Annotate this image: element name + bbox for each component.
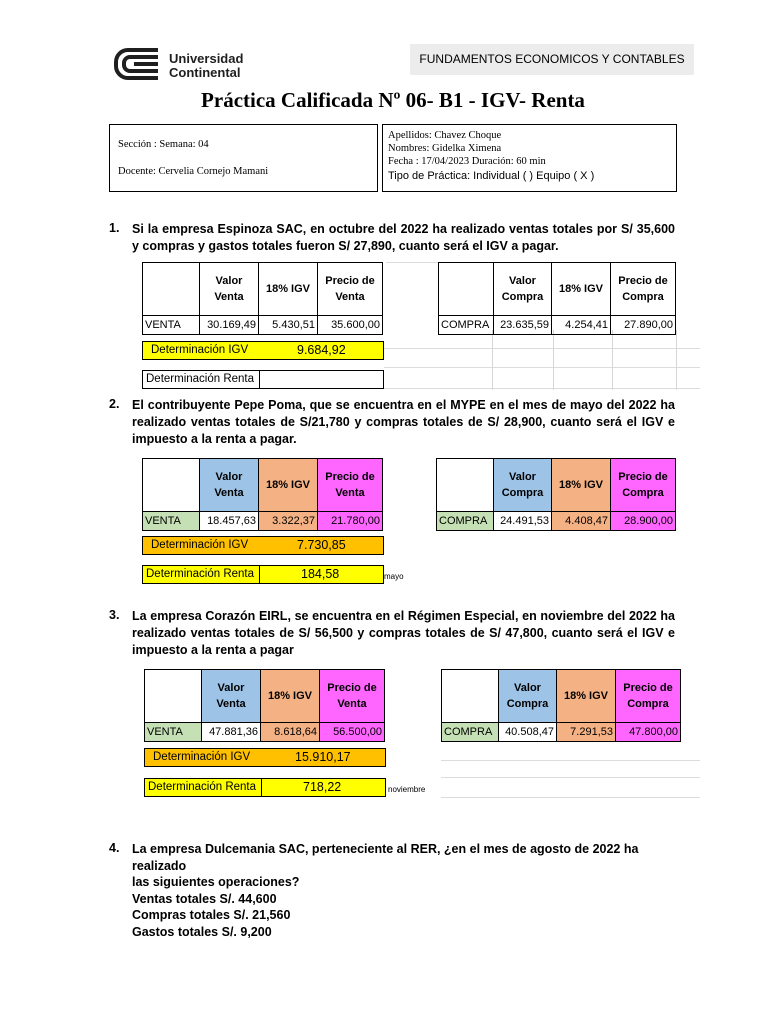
q2-purchase-h1: Valor Compra <box>494 459 552 512</box>
q2-renta-label: Determinación Renta <box>146 568 255 580</box>
university-logo <box>114 46 162 82</box>
q1-purchase-v1: 23.635,59 <box>494 316 552 335</box>
q1-sales-table <box>142 262 383 335</box>
q3-purchase-label: COMPRA <box>442 723 499 742</box>
q2-text: El contribuyente Pepe Poma, que se encuentra en el MYPE en el mes de mayo del 2022 ha realizado ventas totales de S/21,780 y compras totales de S/ 28,900, cuanto será el IGV e impuesto a la renta a pagar. <box>132 398 675 446</box>
q3-igv-value: 15.910,17 <box>295 750 351 764</box>
q1-purchase-h2: 18% IGV <box>552 263 611 316</box>
q2-sales-label: VENTA <box>143 512 200 531</box>
q3-igv-label: Determinación IGV <box>153 751 251 763</box>
q2-renta-value: 184,58 <box>301 567 340 581</box>
q1-sales-v1: 30.169,49 <box>200 316 259 335</box>
q3-renta-value: 718,22 <box>303 780 342 794</box>
university-name <box>169 52 243 80</box>
q4-line5: Gastos totales S/. 9,200 <box>132 924 272 939</box>
q1-sales-corner <box>143 263 200 316</box>
q2-sales-h1: Valor Venta <box>200 459 259 512</box>
q2-sales-corner <box>143 459 200 512</box>
q4-block <box>132 841 692 940</box>
q3-renta-label: Determinación Renta <box>148 781 257 793</box>
q3-purchase-table <box>441 669 681 742</box>
q1-purchase-label: COMPRA <box>439 316 494 335</box>
q1-sales-v3: 35.600,00 <box>318 316 383 335</box>
q3-sales-label: VENTA <box>145 723 202 742</box>
q1-igv-row <box>142 341 384 360</box>
q1-igv-value: 9.684,92 <box>297 343 346 357</box>
q1-purchase-v2: 4.254,41 <box>552 316 611 335</box>
q2-purchase-table <box>436 458 676 531</box>
q1-sales-h2: 18% IGV <box>259 263 318 316</box>
q2-sales-h2: 18% IGV <box>259 459 318 512</box>
q4-line3: Ventas totales S/. 44,600 <box>132 891 277 906</box>
q3-sales-h1: Valor Venta <box>202 670 261 723</box>
q1-purchase-h1: Valor Compra <box>494 263 552 316</box>
practice-type-text: Tipo de Práctica: Individual ( ) Equipo ( X ) <box>388 170 595 182</box>
q3-sales-v3: 56.500,00 <box>320 723 385 742</box>
q3-sales-h2: 18% IGV <box>261 670 320 723</box>
q3-sales-table <box>144 669 385 742</box>
q1-sales-h3: Precio de Venta <box>318 263 383 316</box>
q2-number: 2. <box>109 397 120 411</box>
q2-sales-h3: Precio de Venta <box>318 459 383 512</box>
q2-igv-value: 7.730,85 <box>297 538 346 552</box>
q3-purchase-h3: Precio de Compra <box>616 670 681 723</box>
q1-purchase-table <box>438 262 676 335</box>
page-title: Práctica Calificada Nº 06- B1 - IGV- Renta <box>201 88 585 112</box>
q2-sales-v2: 3.322,37 <box>259 512 318 531</box>
q3-purchase-h1: Valor Compra <box>499 670 557 723</box>
q2-purchase-v3: 28.900,00 <box>611 512 676 531</box>
q2-purchase-v2: 4.408,47 <box>552 512 611 531</box>
q3-sales-v1: 47.881,36 <box>202 723 261 742</box>
q2-purchase-label: COMPRA <box>437 512 494 531</box>
q4-number: 4. <box>109 841 120 855</box>
section-text: Sección : Semana: 04 <box>118 139 209 150</box>
q3-purchase-v2: 7.291,53 <box>557 723 616 742</box>
teacher-text: Docente: Cervelia Cornejo Mamani <box>118 166 269 177</box>
q2-purchase-h3: Precio de Compra <box>611 459 676 512</box>
q3-sales-h3: Precio de Venta <box>320 670 385 723</box>
q1-text: Si la empresa Espinoza SAC, en octubre del 2022 ha realizado ventas totales por S/ 35,600 y compras y gastos totales fueron S/ 27,890, cuanto será el IGV a pagar. <box>132 222 675 253</box>
q2-sales-v1: 18.457,63 <box>200 512 259 531</box>
q3-text: La empresa Corazón EIRL, se encuentra en el Régimen Especial, en noviembre del 2022 ha realizado ventas totales de S/ 56,500 y compras totales de S/ 47,800, cuanto será el IGV e impuesto a la renta a pagar <box>132 609 675 657</box>
q4-line2: las siguientes operaciones? <box>132 875 300 889</box>
q3-renta-row <box>144 778 386 797</box>
q1-number: 1. <box>109 221 120 235</box>
q3-igv-row <box>144 748 386 767</box>
info-right-box <box>382 124 677 192</box>
q2-sales-v3: 21.780,00 <box>318 512 383 531</box>
q2-purchase-corner <box>437 459 494 512</box>
q1-renta-label: Determinación Renta <box>146 373 255 385</box>
q1-sales-h1: Valor Venta <box>200 263 259 316</box>
q2-purchase-v1: 24.491,53 <box>494 512 552 531</box>
q2-renta-row <box>142 565 384 584</box>
q4-line1: La empresa Dulcemania SAC, perteneciente al RER, ¿en el mes de agosto de 2022 ha realizado <box>132 842 639 873</box>
q2-sales-table <box>142 458 383 531</box>
q3-purchase-corner <box>442 670 499 723</box>
date-text: Fecha : 17/04/2023 Duración: 60 min <box>388 156 546 167</box>
q1-igv-label: Determinación IGV <box>151 344 249 356</box>
q3-purchase-v1: 40.508,47 <box>499 723 557 742</box>
q3-purchase-h2: 18% IGV <box>557 670 616 723</box>
names-text: Nombres: Gidelka Ximena <box>388 143 502 154</box>
course-title: FUNDAMENTOS ECONOMICOS Y CONTABLES <box>410 44 694 75</box>
q1-purchase-corner <box>439 263 494 316</box>
info-left-box <box>109 124 378 192</box>
q1-purchase-v3: 27.890,00 <box>611 316 676 335</box>
q2-igv-label: Determinación IGV <box>151 539 249 551</box>
q1-renta-row <box>142 370 384 389</box>
q3-sales-corner <box>145 670 202 723</box>
university-line1: Universidad <box>169 51 244 66</box>
university-line2: Continental <box>169 65 241 80</box>
q3-month-note: noviembre <box>388 785 426 794</box>
q1-sales-v2: 5.430,51 <box>259 316 318 335</box>
surnames-text: Apellidos: Chavez Choque <box>388 130 502 141</box>
q2-purchase-h2: 18% IGV <box>552 459 611 512</box>
q4-line4: Compras totales S/. 21,560 <box>132 908 291 922</box>
q3-number: 3. <box>109 608 120 622</box>
logo-mark-icon <box>114 46 162 82</box>
q2-igv-row <box>142 536 384 555</box>
q1-purchase-h3: Precio de Compra <box>611 263 676 316</box>
q3-sales-v2: 8.618,64 <box>261 723 320 742</box>
q3-purchase-v3: 47.800,00 <box>616 723 681 742</box>
q2-month-note: mayo <box>384 572 404 581</box>
q1-sales-label: VENTA <box>143 316 200 335</box>
